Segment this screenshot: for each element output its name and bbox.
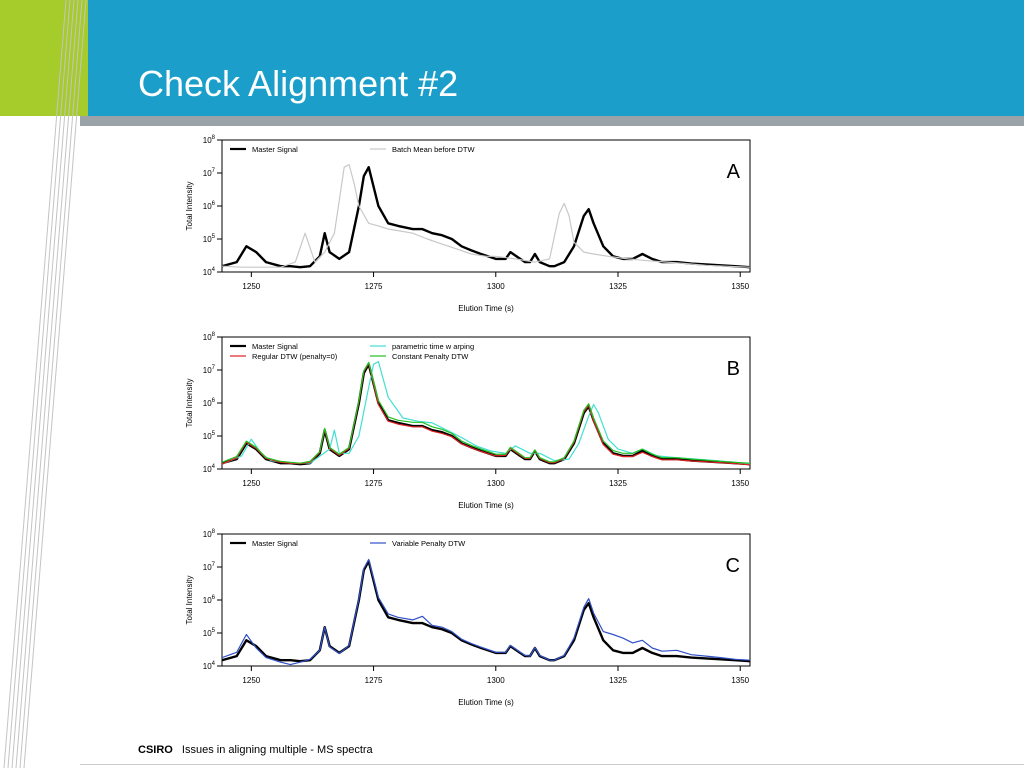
footer-org: CSIRO bbox=[138, 744, 173, 756]
y-tick-label: $10^8$ bbox=[202, 529, 215, 539]
slide-title: Check Alignment #2 bbox=[138, 63, 459, 104]
chart-panel-a bbox=[185, 135, 750, 313]
x-tick-label: 1275 bbox=[364, 676, 383, 685]
legend-label-0: Master Signal bbox=[252, 539, 298, 548]
grey-divider-bar bbox=[80, 116, 1024, 126]
series-line-1 bbox=[222, 362, 750, 465]
x-tick-label: 1275 bbox=[364, 479, 383, 488]
series-line-1 bbox=[222, 165, 750, 268]
series-line-1 bbox=[222, 559, 750, 664]
x-tick-label: 1250 bbox=[242, 282, 261, 291]
x-tick-label: 1325 bbox=[609, 676, 627, 685]
y-tick-label: $10^4$ bbox=[202, 661, 215, 671]
x-axis-label: Elution Time (s) bbox=[458, 698, 514, 707]
legend-label-1: parametric time w arping bbox=[392, 342, 475, 351]
x-tick-label: 1325 bbox=[609, 282, 627, 291]
y-tick-label: $10^4$ bbox=[202, 267, 215, 277]
y-tick-label: $10^6$ bbox=[202, 201, 215, 211]
y-tick-label: $10^6$ bbox=[202, 595, 215, 605]
legend-label-1: Batch Mean before DTW bbox=[392, 145, 475, 154]
legend-label-1: Variable Penalty DTW bbox=[392, 539, 466, 548]
chart-panel-b bbox=[185, 332, 750, 510]
x-axis-label: Elution Time (s) bbox=[458, 304, 514, 313]
plot-frame bbox=[222, 534, 750, 666]
x-tick-label: 1350 bbox=[731, 282, 750, 291]
y-tick-label: $10^5$ bbox=[202, 431, 215, 441]
x-tick-label: 1250 bbox=[242, 479, 261, 488]
series-line-3 bbox=[222, 362, 750, 463]
footer bbox=[138, 744, 373, 756]
legend-label-2: Regular DTW (penalty=0) bbox=[252, 352, 338, 361]
x-tick-label: 1300 bbox=[486, 479, 505, 488]
series-line-0 bbox=[222, 561, 750, 661]
bottom-rule bbox=[80, 764, 1024, 765]
y-tick-label: $10^5$ bbox=[202, 234, 215, 244]
panel-letter: B bbox=[726, 358, 740, 380]
legend-label-0: Master Signal bbox=[252, 145, 298, 154]
y-axis-label: Total Intensity bbox=[185, 378, 194, 428]
x-tick-label: 1250 bbox=[242, 676, 261, 685]
y-tick-label: $10^8$ bbox=[202, 135, 215, 145]
decorative-lines bbox=[0, 0, 100, 768]
x-tick-label: 1350 bbox=[731, 479, 750, 488]
x-tick-label: 1300 bbox=[486, 282, 505, 291]
plot-frame bbox=[222, 140, 750, 272]
footer-text: Issues in aligning multiple - MS spectra bbox=[181, 744, 373, 756]
y-axis-label: Total Intensity bbox=[185, 575, 194, 625]
y-tick-label: $10^7$ bbox=[202, 365, 215, 375]
x-axis-label: Elution Time (s) bbox=[458, 501, 514, 510]
y-tick-label: $10^6$ bbox=[202, 398, 215, 408]
y-tick-label: $10^7$ bbox=[202, 562, 215, 572]
legend-label-0: Master Signal bbox=[252, 342, 298, 351]
y-axis-label: Total Intensity bbox=[185, 181, 194, 231]
chart-panel-c bbox=[185, 529, 750, 707]
charts-area bbox=[160, 128, 800, 718]
x-tick-label: 1275 bbox=[364, 282, 383, 291]
panel-letter: C bbox=[725, 555, 740, 577]
y-tick-label: $10^4$ bbox=[202, 464, 215, 474]
y-tick-label: $10^5$ bbox=[202, 628, 215, 638]
x-tick-label: 1325 bbox=[609, 479, 627, 488]
x-tick-label: 1350 bbox=[731, 676, 750, 685]
x-tick-label: 1300 bbox=[486, 676, 505, 685]
y-tick-label: $10^7$ bbox=[202, 168, 215, 178]
y-tick-label: $10^8$ bbox=[202, 332, 215, 342]
panel-letter: A bbox=[726, 161, 740, 183]
series-line-0 bbox=[222, 167, 750, 267]
legend-label-3: Constant Penalty DTW bbox=[392, 352, 469, 361]
